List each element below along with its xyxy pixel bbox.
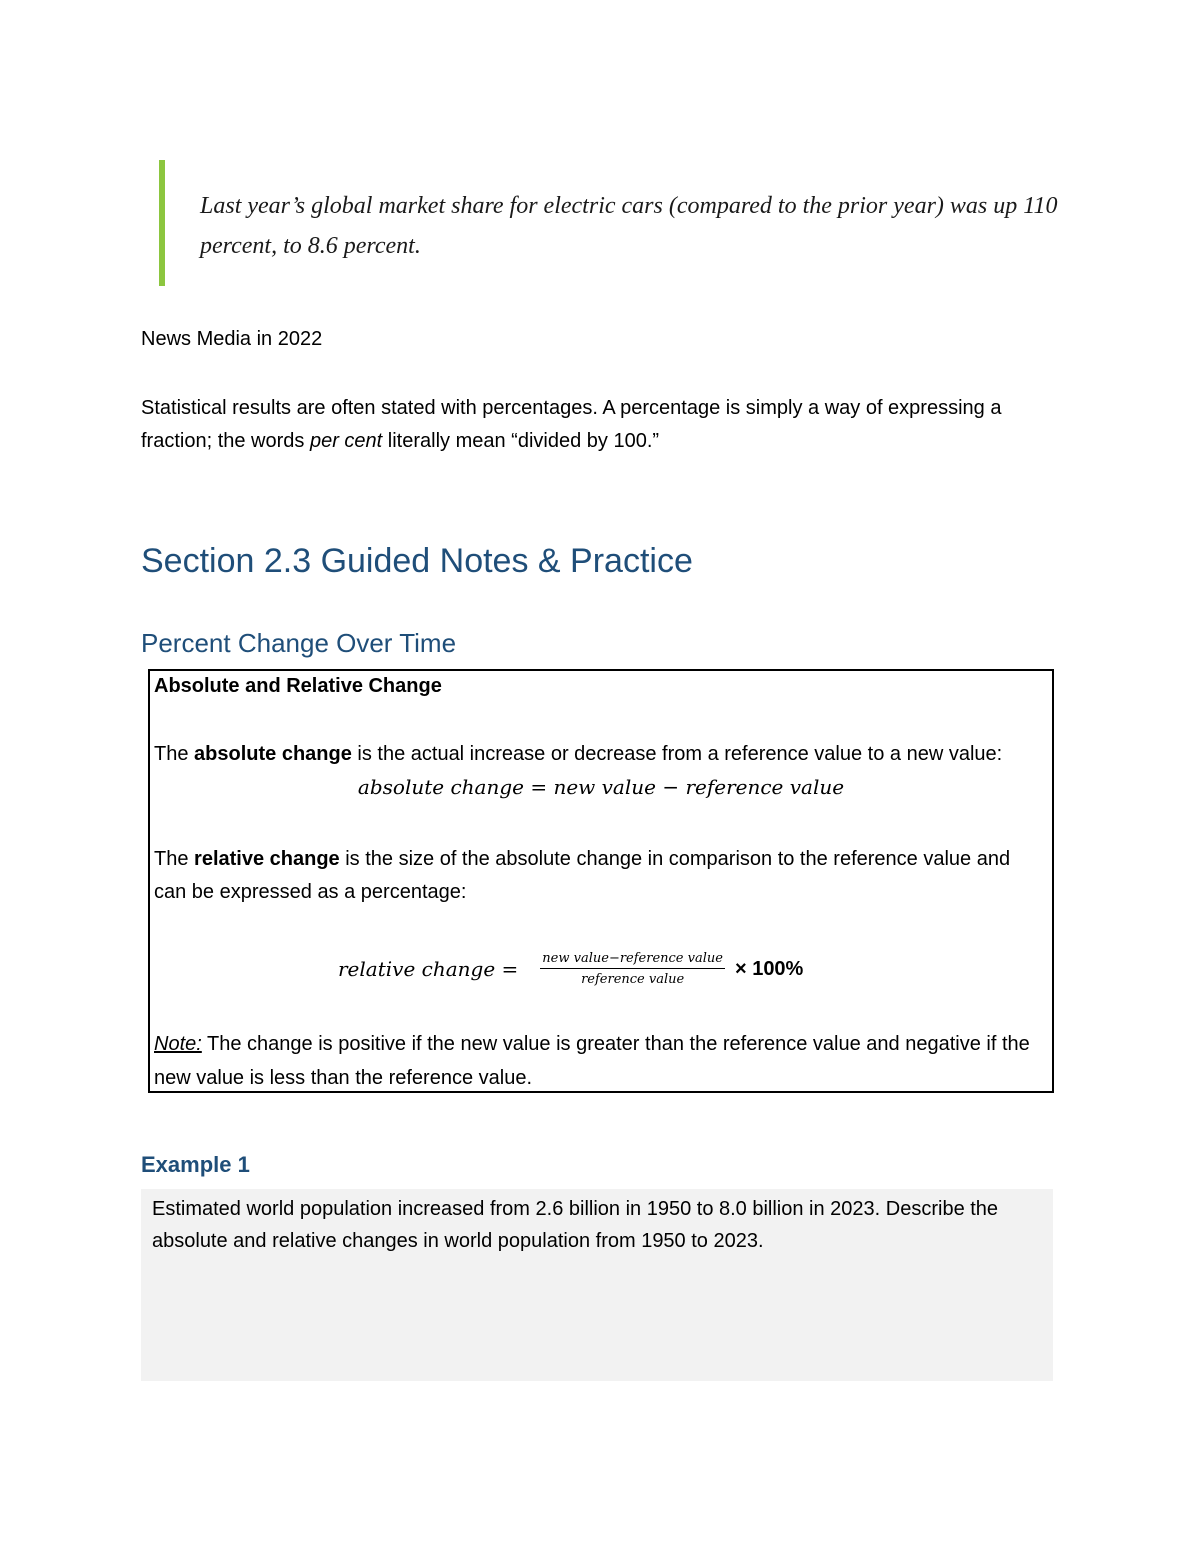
section-title: Section 2.3 Guided Notes & Practice [141, 542, 693, 580]
definition-box [148, 669, 1054, 1093]
relative-term: relative change [194, 848, 340, 870]
absolute-change-formula: absolute change = new value − reference value [357, 775, 845, 799]
intro-text-before: Statistical results are often stated with percentages. A percentage is simply a way of expressing a fraction; the words [141, 397, 1002, 452]
definition-title: Absolute and Relative Change [154, 675, 442, 697]
formula-fraction [540, 951, 725, 987]
definition-note [154, 1027, 1044, 1095]
example-text: Estimated world population increased from 2.6 billion in 1950 to 8.0 billion in 2023. Describe the absolute and relative changes in world population from 1950 to 2023. [152, 1198, 999, 1252]
pull-quote: Last year’s global market share for electric cars (compared to the prior year) was up 110 percent, to 8.6 percent. [200, 193, 1058, 259]
formula-rhs: × 100% [734, 957, 804, 980]
example-box [141, 1189, 1053, 1381]
intro-text-after: literally mean “divided by 100.” [382, 430, 660, 452]
intro-emphasis: per cent [309, 430, 383, 452]
absolute-suffix: is the actual increase or decrease from a reference value to a new value: [351, 743, 1003, 765]
formula-lhs: relative change = [338, 957, 519, 981]
fraction-denominator: reference value [581, 972, 685, 987]
intro-paragraph [141, 392, 1061, 458]
relative-suffix: is the size of the absolute change in comparison to the reference value and can be expressed as a percentage: [154, 848, 1011, 903]
section-subtitle: Percent Change Over Time [141, 628, 457, 658]
absolute-change-definition [154, 743, 1002, 766]
absolute-prefix: The [154, 743, 195, 765]
fraction-numerator: new value−reference value [540, 951, 725, 969]
absolute-term: absolute change [194, 743, 352, 765]
note-text: The change is positive if the new value is greater than the reference value and negative if the new value is less than the reference value. [154, 1033, 1030, 1089]
quote-source: News Media in 2022 [141, 328, 323, 350]
relative-change-definition [154, 843, 1034, 909]
relative-change-formula [338, 943, 803, 995]
relative-prefix: The [154, 848, 195, 870]
note-label: Note: [154, 1033, 202, 1055]
quote-accent-bar [159, 160, 165, 286]
example-title: Example 1 [141, 1152, 250, 1177]
